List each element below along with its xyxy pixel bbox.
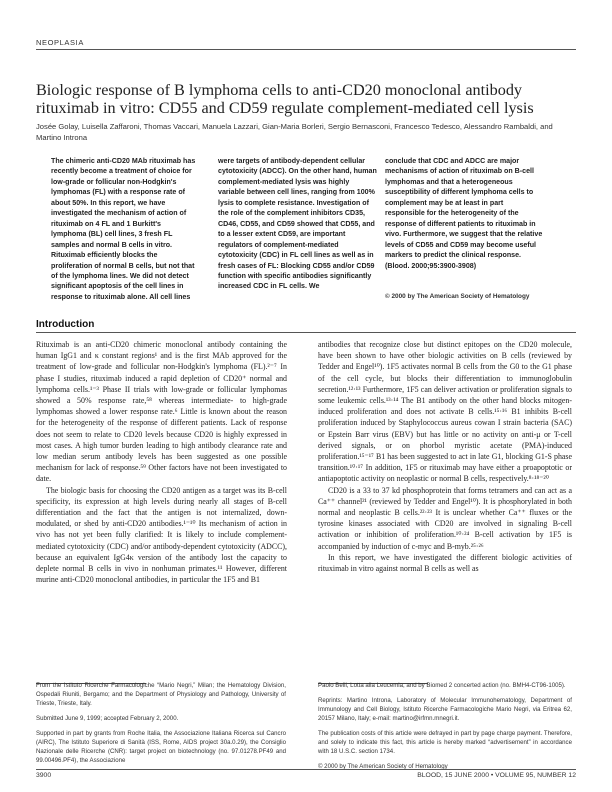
submission-note: Submitted June 9, 1999; accepted February 2, 2000. [36,715,179,722]
abstract-column-3: conclude that CDC and ADCC are major mechanisms of action of rituximab on B-cell lymphomas and that a heterogeneous susceptibility of different lymphoma cells to complement may be at least in part responsible for the heterogeneity of the response of different patients to rituximab in vivo. Furthermore, we suggest that the relative levels of CD55 and CD59 may become useful markers to predict the clinical response. (Blood. 2000;95:3900-3908) [385,157,543,270]
paragraph: Rituximab is an anti-CD20 chimeric monoclonal antibody containing the human IgG1 and κ constant regions¹ and is the first MAb approved for the treatment of low-grade and follicular non-Hodgkin's lymphoma (FL).²⁻⁷ In phase I studies, rituximab induced a rapid depletion of CD20⁺ normal and lymphoma cells.¹⁻³ Phase II trials with low-grade or follicular lymphomas showed a 50% response rate,⁵⁸ whereas intermediate- to high-grade lymphomas showed a lower response rate.⁶ Little is known about the reason for the heterogeneity of the response of different patients. Lack of response does not seem to relate to CD20 levels because CD20 is highly expressed in most cases. A high tumor burden leading to high antibody clearance rate and low median serum antibody levels has been suggested as one possible mechanism for lack of response.⁵⁹ Other factors have not been investigated to date. [36,340,287,484]
author-list: Josée Golay, Luisella Zaffaroni, Thomas Vaccari, Manuela Lazzari, Gian-Maria Borleri, Sergio Bernasconi, Francesco Tedesco, Alessandro Rambaldi, and Martino Introna [36,122,553,142]
charges-note: The publication costs of this article were defrayed in part by page charge payment. Therefore, and solely to indicate this fact, this article is hereby marked “advertisement” in accordance with 18 U.S.C. section 1734. [318,730,572,755]
footnotes-right [318,681,572,777]
section-rule [36,332,576,333]
support-note: Supported in part by grants from Roche Italia, the Associazione Italiana Ricerca sul Cancro (AIRC), The Istituto Superiore di Sanità (ISS, Rome, AIDS project 30a.0.29), the Consiglio Nazionale delle Ricerche (CNR): target project on biotechnology (no. 97.01278.PF49 and 99.00496.PF4), the Associazione [36,730,286,764]
abstract-column-1: The chimeric anti-CD20 MAb rituximab has recently become a treatment of choice for low-grade or follicular non-Hodgkin's lymphomas (FL) with a response rate of about 50%. In this report, we have investigated the mechanism of action of rituximab on 4 FL and 1 Burkitt's lymphoma (BL) cell lines, 3 fresh FL samples and normal B cells in vitro. Rituximab efficiently blocks the proliferation of normal B cells, but not that of the lymphoma lines. We did not detect significant apoptosis of the cell lines in response to rituximab alone. All cell lines [51,157,196,301]
paragraph: CD20 is a 33 to 37 kd phosphoprotein that forms tetramers and can act as a Ca⁺⁺ channel²¹ (reviewed by Tedder and Engel¹⁰). It is phosphorylated in both normal and neoplastic B cells.²²·²³ It is unclear whether Ca⁺⁺ fluxes or the tyrosine kinases associated with CD20 are involved in signaling B-cell activation or inhibition of proliferation.¹⁰·²⁴ B-cell activation by 1F5 is accompanied by induction of c-myc and B-myb.²⁵·²⁶ [318,485,572,551]
abstract-column-2: were targets of antibody-dependent cellular cytotoxicity (ADCC). On the other hand, human complement-mediated lysis was highly variable between cell lines, ranging from 100% lysis to complete resistance. Investigation of the role of the complement inhibitors CD35, CD46, CD55, and CD59 showed that CD55, and to a lesser extent CD59, are important regulators of complement-mediated cytotoxicity (CDC) in FL cell lines as well as in fresh cases of FL: Blocking CD55 and/or CD59 function with specific antibodies significantly increased CDC in FL cells. We [218,157,377,291]
header-rule [36,49,576,50]
support-note-continued: Paolo Belli, Lotta alla Leucemia, and by Biomed 2 concerted action (no. BMH4-CT96-1005). [318,682,566,689]
paragraph: In this report, we have investigated the different biologic activities of rituximab in vitro against normal B cells as well as [318,552,572,574]
copyright-note: © 2000 by The American Society of Hematology [318,763,448,770]
paragraph: The biologic basis for choosing the CD20 antigen as a target was its B-cell specificity, its expression at high levels during nearly all stages of B-cell differentiation and the fact that the antigen is not internalized, down-modulated, or shed by anti-CD20 antibodies.¹⁻¹⁰ Its mechanism of action in vivo has not yet been fully clarified: It is likely to include complement-mediated cytotoxicity (CDC) and/or antibody-dependent cytotoxicity (ADCC), because an equivalent IgG4κ version of the antibody lost the capacity to deplete normal B cells in vivo in nonhuman primates.¹¹ However, different murine anti-CD20 monoclonal antibodies, in particular the 1F5 and B1 [36,485,287,585]
body-column-left [36,339,287,585]
journal-citation: BLOOD, 15 JUNE 2000 • VOLUME 95, NUMBER 12 [417,772,576,779]
section-label: NEOPLASIA [36,38,84,47]
section-heading-introduction: Introduction [36,319,95,330]
footnotes-left [36,681,286,771]
page-number: 3900 [36,772,52,779]
reprints-note: Reprints: Martino Introna, Laboratory of Molecular Immunohematology, Department of Immunology and Cell Biology, Istituto Ricerche Farmacologiche Mario Negri, via Eritrea 62, 20157 Milano, Italy; e-mail: martino@irfmn.mnegri.it. [318,697,572,722]
body-column-right [318,339,572,574]
abstract-copyright: © 2000 by The American Society of Hematology [385,293,530,300]
affiliation-note: From the Istituto Ricerche Farmacologiche “Mario Negri,” Milan; the Hematology Division, Ospedali Riuniti, Bergamo; and the Department of Physiology and Pathology, University of Trieste, Trieste, Italy. [36,682,286,707]
paragraph: antibodies that recognize close but distinct epitopes on the CD20 molecule, have been shown to have other biologic activities on B cells (reviewed by Tedder and Engel¹⁰). 1F5 activates normal B cells from the G0 to the G1 phase of the cell cycle, but blocks their differentiation to immunoglobulin secretion.¹²·¹³ Furthermore, 1F5 can deliver activation or proliferation signals to some leukemic cells.¹³·¹⁴ The B1 antibody on the other hand blocks mitogen-induced proliferation and does not activate B cells.¹⁵·¹⁶ B1 inhibits B-cell proliferation induced by Staphylococcus aureus cowan I strain bacteria (SAC) or Epstein Barr virus (EBV) but has little or no activity on anti-μ or T-cell derived signals, or on phorbol myristic acetate (PMA)-induced proliferation.¹⁵⁻¹⁷ B1 has been suggested to act in late G1, blocking G1-S phase transition.¹⁰·¹⁷ In addition, 1F5 or rituximab may have either a proapoptotic or antiapoptotic activity on neoplastic or normal B cells, respectively.⁸·¹⁸⁻²⁰ [318,340,572,484]
article-title: Biologic response of B lymphoma cells to anti-CD20 monoclonal antibody rituximab in vitro: CD55 and CD59 regulate complement-mediated cell lysis [36,81,534,117]
footer-rule [36,769,576,770]
